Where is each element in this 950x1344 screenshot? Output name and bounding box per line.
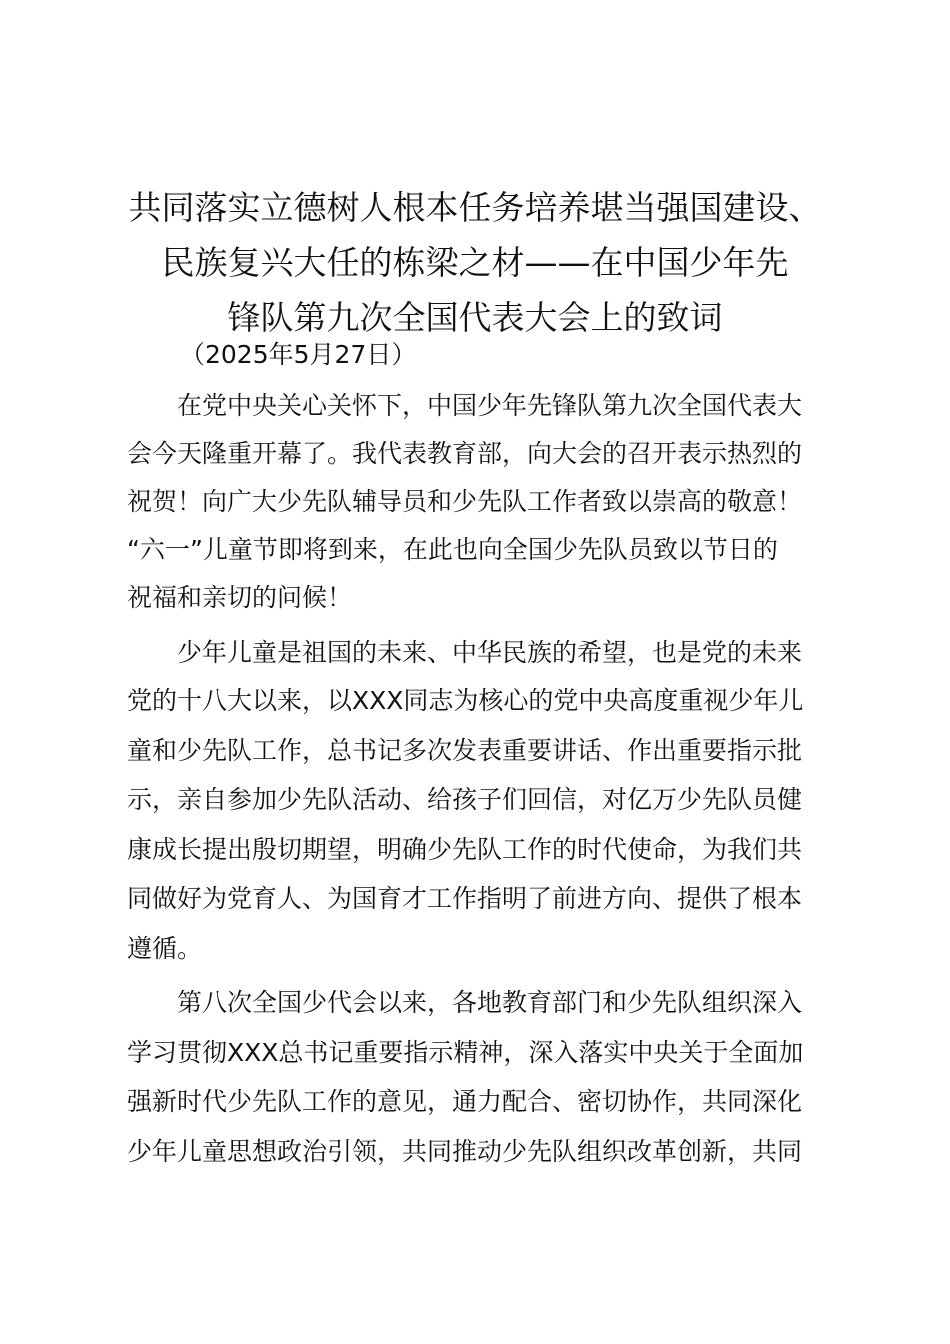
body-line: 学习贯彻XXX总书记重要指示精神，深入落实中央关于全面加 [127,1038,804,1067]
body-line: 少年儿童是祖国的未来、中华民族的希望，也是党的未来 [177,638,803,667]
body-line: “六一”儿童节即将到来，在此也向全国少先队员致以节日的 [127,535,778,564]
document-title [118,180,832,345]
body-line: 少年儿童思想政治引领，共同推动少先队组织改革创新，共同 [127,1137,803,1166]
title-line-1: 共同落实立德树人根本任务培养堪当强国建设、 [128,188,822,227]
body-line: 会今天隆重开幕了。我代表教育部，向大会的召开表示热烈的 [127,439,803,468]
title-line-2: 民族复兴大任的栋梁之材——在中国少年先 [161,243,789,282]
body-line: 遵循。 [127,934,203,963]
title-line-3: 锋队第九次全国代表大会上的致词 [227,298,723,337]
body-line: 童和少先队工作，总书记多次发表重要讲话、作出重要指示批 [127,736,803,765]
body-line: 康成长提出殷切期望，明确少先队工作的时代使命，为我们共 [127,835,803,864]
body-line: 第八次全国少代会以来，各地教育部门和少先队组织深入 [177,988,803,1017]
body-line: 示，亲自参加少先队活动、给孩子们回信，对亿万少先队员健 [127,785,803,814]
body-line: 党的十八大以来，以XXX同志为核心的党中央高度重视少年儿 [127,686,804,715]
body-line: 在党中央关心关怀下，中国少年先锋队第九次全国代表大 [177,391,803,420]
body-line: 祝贺！向广大少先队辅导员和少先队工作者致以崇高的敬意！ [127,487,803,516]
body-line: 同做好为党育人、为国育才工作指明了前进方向、提供了根本 [127,884,803,913]
speech-date: （2025年5月27日） [180,340,417,369]
body-line: 祝福和亲切的问候！ [127,583,353,612]
body-line: 强新时代少先队工作的意见，通力配合、密切协作，共同深化 [127,1087,803,1116]
